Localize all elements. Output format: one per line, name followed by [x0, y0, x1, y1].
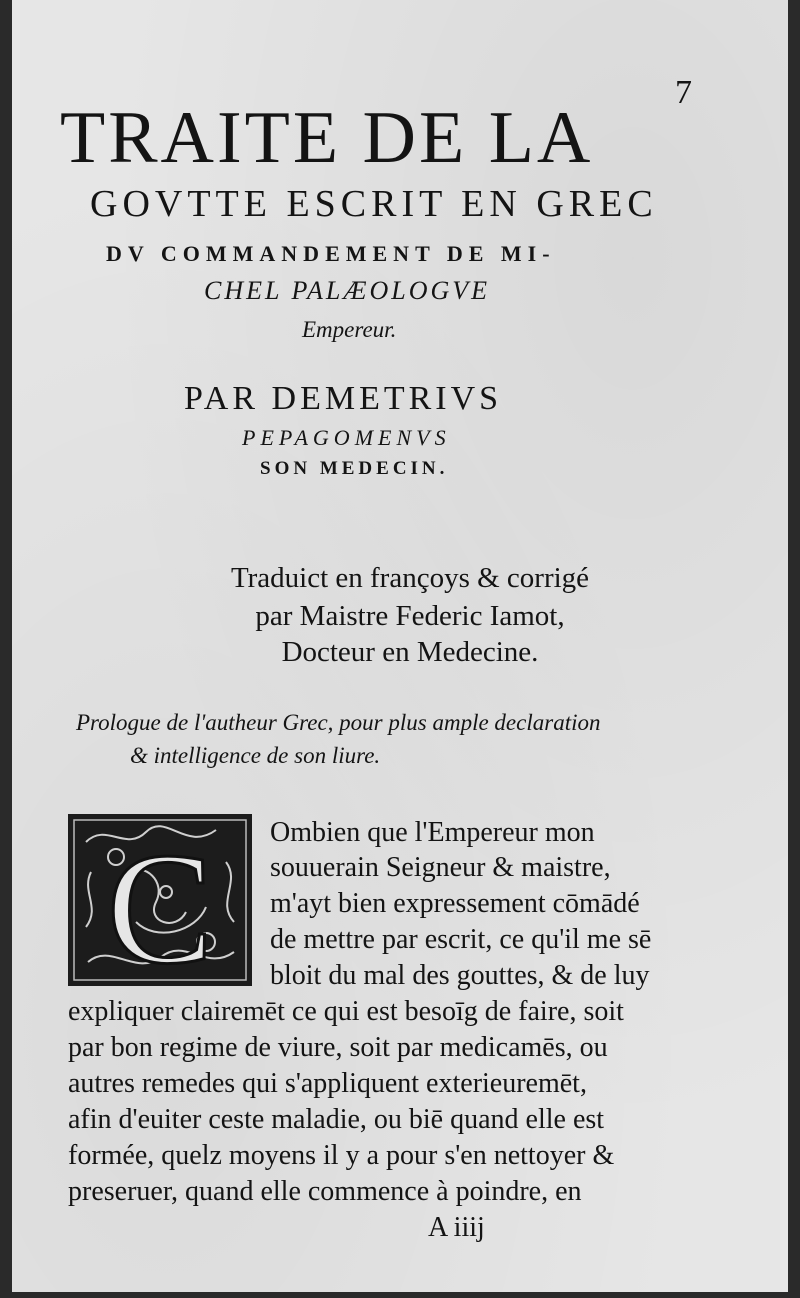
title-line-3: DV COMMANDEMENT DE MI-: [106, 241, 556, 266]
book-page: [12, 0, 788, 1292]
author-line-1: PAR DEMETRIVS: [184, 380, 503, 417]
author-line-2: PEPAGOMENVS: [242, 425, 451, 450]
body-line-2: souuerain Seigneur & maistre,: [270, 852, 611, 883]
signature-mark: A iiij: [428, 1212, 485, 1243]
decorated-initial: [66, 812, 254, 988]
title-line-2: GOVTTE ESCRIT EN GREC: [90, 183, 658, 225]
translation-line-2: par Maistre Federic Iamot,: [255, 600, 565, 632]
author-line-3: SON MEDECIN.: [260, 458, 449, 479]
prologue-heading-line-2: & intelligence de son liure.: [130, 743, 381, 768]
body-line-1: Ombien que l'Empereur mon: [270, 817, 595, 848]
body-line-9: afin d'euiter ceste maladie, ou biē quand elle est: [68, 1104, 605, 1135]
body-line-3: m'ayt bien expressement cōmādé: [270, 888, 640, 919]
body-line-6: expliquer clairemēt ce qui est besoīg de faire, soit: [68, 996, 624, 1027]
title-line-1: TRAITE DE LA: [60, 97, 594, 179]
body-line-11: preseruer, quand elle commence à poindre, en: [68, 1176, 582, 1207]
body-line-7: par bon regime de viure, soit par medicamēs, ou: [68, 1032, 608, 1063]
body-line-4: de mettre par escrit, ce qu'il me sē: [270, 924, 652, 955]
title-line-5: Empereur.: [302, 317, 397, 342]
translation-line-1: Traduict en françoys & corrigé: [230, 562, 590, 594]
body-line-10: formée, quelz moyens il y a pour s'en nettoyer &: [68, 1140, 615, 1171]
initial-letter: C: [106, 819, 214, 988]
body-line-8: autres remedes qui s'appliquent exterieuremēt,: [68, 1068, 587, 1099]
page-number: 7: [675, 74, 692, 111]
title-line-4: CHEL PALÆOLOGVE: [204, 276, 491, 305]
body-line-5: bloit du mal des gouttes, & de luy: [270, 960, 650, 991]
translation-line-3: Docteur en Medecine.: [281, 636, 539, 668]
prologue-heading-line-1: Prologue de l'autheur Grec, pour plus ample declaration: [76, 710, 601, 735]
